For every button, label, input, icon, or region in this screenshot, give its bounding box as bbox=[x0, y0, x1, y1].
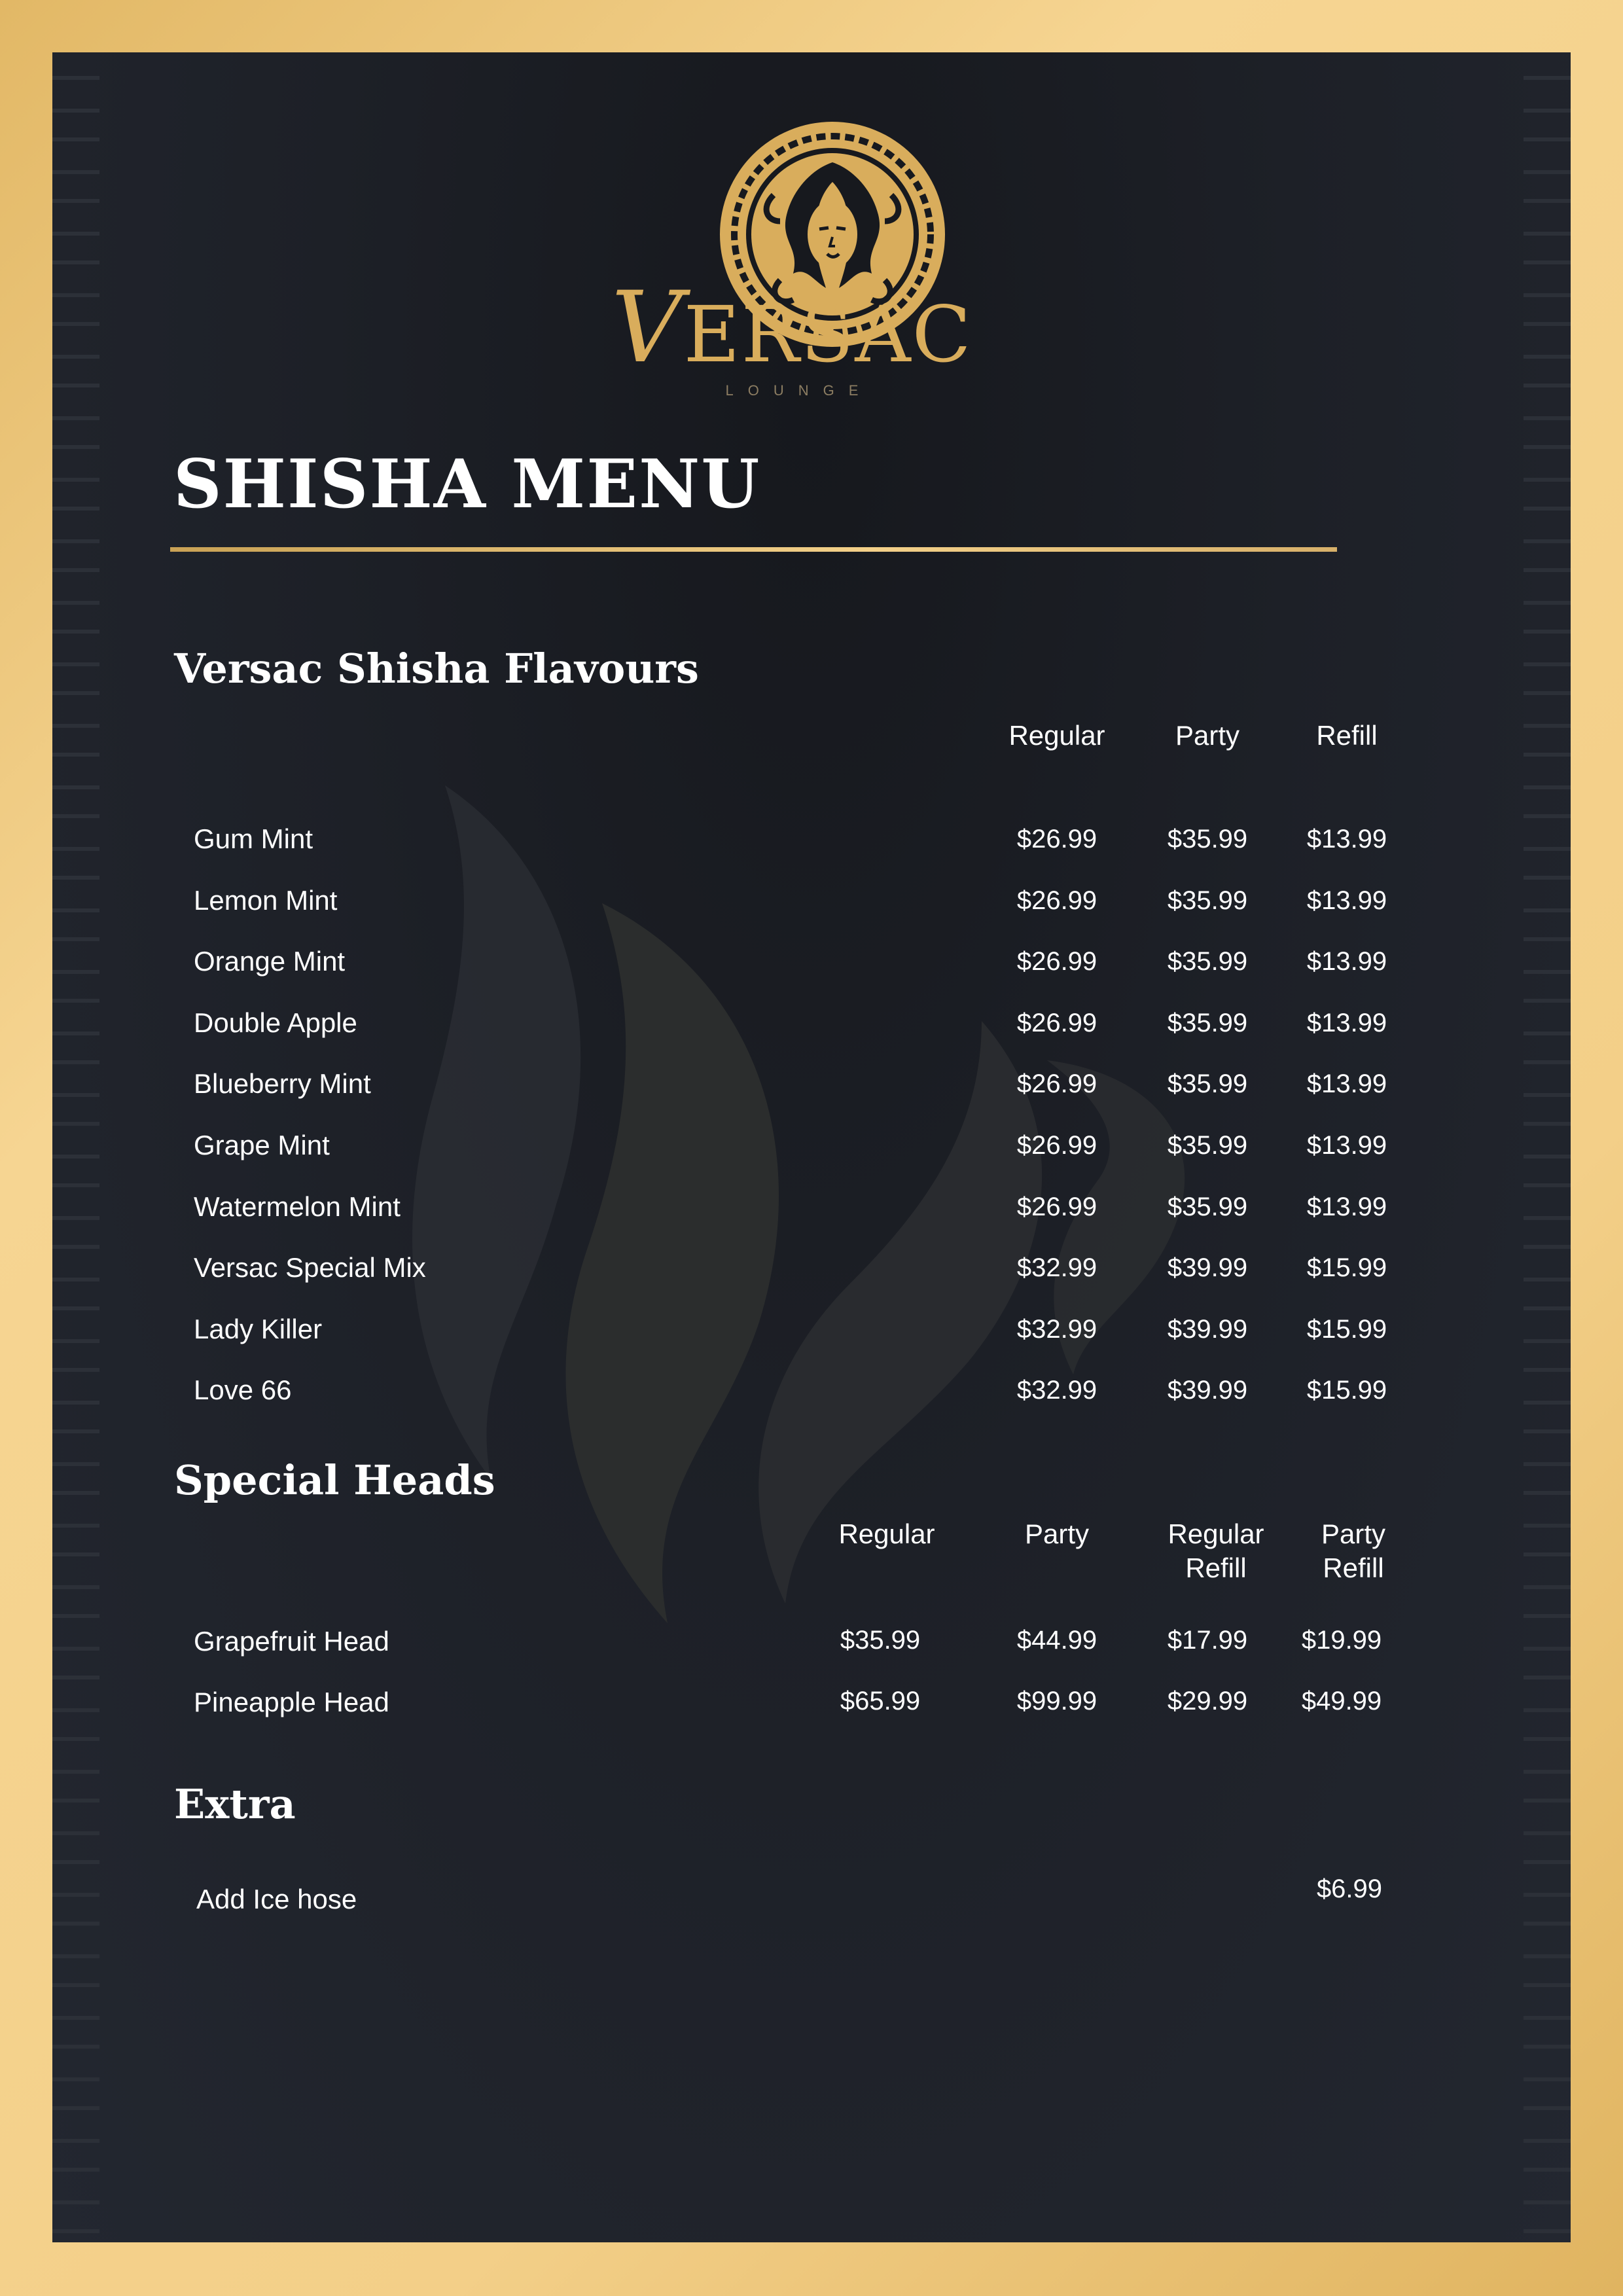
flavour-item-price: $32.99 bbox=[1016, 1376, 1097, 1405]
flavour-item-price: $13.99 bbox=[1306, 947, 1387, 976]
flavour-item-price: $13.99 bbox=[1306, 886, 1387, 915]
flavour-item-price: $15.99 bbox=[1306, 1376, 1387, 1405]
flavour-item-price: $35.99 bbox=[1167, 825, 1248, 853]
head-item-name: Pineapple Head bbox=[194, 1687, 389, 1717]
flavour-item-price: $35.99 bbox=[1167, 947, 1248, 976]
head-item-name: Grapefruit Head bbox=[194, 1626, 389, 1657]
flavour-item-price: $35.99 bbox=[1167, 1009, 1248, 1037]
heads-col-party: Party bbox=[1024, 1518, 1090, 1549]
heads-col-regular-refill: Regular Refill bbox=[1168, 1518, 1264, 1583]
flavour-item-name: Grape Mint bbox=[194, 1130, 330, 1160]
flavour-item-price: $26.99 bbox=[1016, 886, 1097, 915]
head-item-price: $29.99 bbox=[1167, 1687, 1248, 1715]
head-item-price: $19.99 bbox=[1301, 1626, 1382, 1655]
heads-col-regular: Regular bbox=[838, 1518, 935, 1549]
flavour-item-name: Orange Mint bbox=[194, 946, 346, 977]
brand-initial: V bbox=[611, 271, 684, 385]
title-divider bbox=[170, 547, 1337, 552]
flavour-item-price: $26.99 bbox=[1016, 1131, 1097, 1160]
greek-key-border-right bbox=[1524, 52, 1571, 2242]
flavour-item-price: $35.99 bbox=[1167, 886, 1248, 915]
flavour-item-name: Watermelon Mint bbox=[194, 1191, 401, 1222]
flavour-item-price: $13.99 bbox=[1306, 1131, 1387, 1160]
flavour-item-price: $39.99 bbox=[1167, 1315, 1248, 1344]
flavour-item-price: $15.99 bbox=[1306, 1253, 1387, 1282]
flavour-item-price: $26.99 bbox=[1016, 825, 1097, 853]
flavour-item-name: Lemon Mint bbox=[194, 885, 338, 916]
section-title-heads: Special Heads bbox=[174, 1456, 495, 1504]
flavour-item-price: $26.99 bbox=[1016, 1069, 1097, 1098]
flavour-item-price: $26.99 bbox=[1016, 947, 1097, 976]
brand-wordmark bbox=[589, 271, 995, 399]
head-item-price: $99.99 bbox=[1016, 1687, 1097, 1715]
flavour-item-name: Double Apple bbox=[194, 1007, 357, 1038]
flavour-item-name: Gum Mint bbox=[194, 823, 313, 854]
flavour-item-price: $35.99 bbox=[1167, 1131, 1248, 1160]
section-title-extra: Extra bbox=[174, 1780, 296, 1828]
flavour-item-price: $13.99 bbox=[1306, 1069, 1387, 1098]
flavour-item-price: $13.99 bbox=[1306, 1193, 1387, 1221]
extra-item-name: Add Ice hose bbox=[196, 1884, 357, 1914]
flavour-item-price: $32.99 bbox=[1016, 1315, 1097, 1344]
head-item-price: $49.99 bbox=[1301, 1687, 1382, 1715]
head-item-price: $35.99 bbox=[840, 1626, 921, 1655]
flavour-item-price: $35.99 bbox=[1167, 1193, 1248, 1221]
flavour-item-price: $13.99 bbox=[1306, 825, 1387, 853]
flavours-col-refill: Refill bbox=[1316, 720, 1378, 751]
flavour-item-price: $15.99 bbox=[1306, 1315, 1387, 1344]
flavour-item-price: $35.99 bbox=[1167, 1069, 1248, 1098]
flavour-item-price: $26.99 bbox=[1016, 1009, 1097, 1037]
section-title-flavours: Versac Shisha Flavours bbox=[174, 645, 699, 692]
flavour-item-price: $39.99 bbox=[1167, 1253, 1248, 1282]
flavour-item-price: $13.99 bbox=[1306, 1009, 1387, 1037]
brand-subtitle: LOUNGE bbox=[725, 382, 873, 399]
head-item-price: $44.99 bbox=[1016, 1626, 1097, 1655]
flavour-item-name: Lady Killer bbox=[194, 1314, 323, 1344]
head-item-price: $17.99 bbox=[1167, 1626, 1248, 1655]
page-title: SHISHA MENU bbox=[173, 445, 761, 524]
flavour-item-name: Blueberry Mint bbox=[194, 1068, 371, 1099]
flavour-item-name: Love 66 bbox=[194, 1374, 292, 1405]
flavour-item-price: $32.99 bbox=[1016, 1253, 1097, 1282]
flavours-col-party: Party bbox=[1175, 720, 1240, 751]
flavour-item-price: $26.99 bbox=[1016, 1193, 1097, 1221]
brand-name bbox=[589, 271, 995, 385]
brand-rest: ERSAC bbox=[683, 289, 972, 380]
head-item-price: $65.99 bbox=[840, 1687, 921, 1715]
flavours-col-regular: Regular bbox=[1008, 720, 1105, 751]
flavour-item-price: $39.99 bbox=[1167, 1376, 1248, 1405]
extra-item-price: $6.99 bbox=[1316, 1874, 1383, 1903]
greek-key-border-left bbox=[52, 52, 99, 2242]
flavour-item-name: Versac Special Mix bbox=[194, 1252, 426, 1283]
heads-col-party-refill: Party Refill bbox=[1321, 1518, 1386, 1583]
